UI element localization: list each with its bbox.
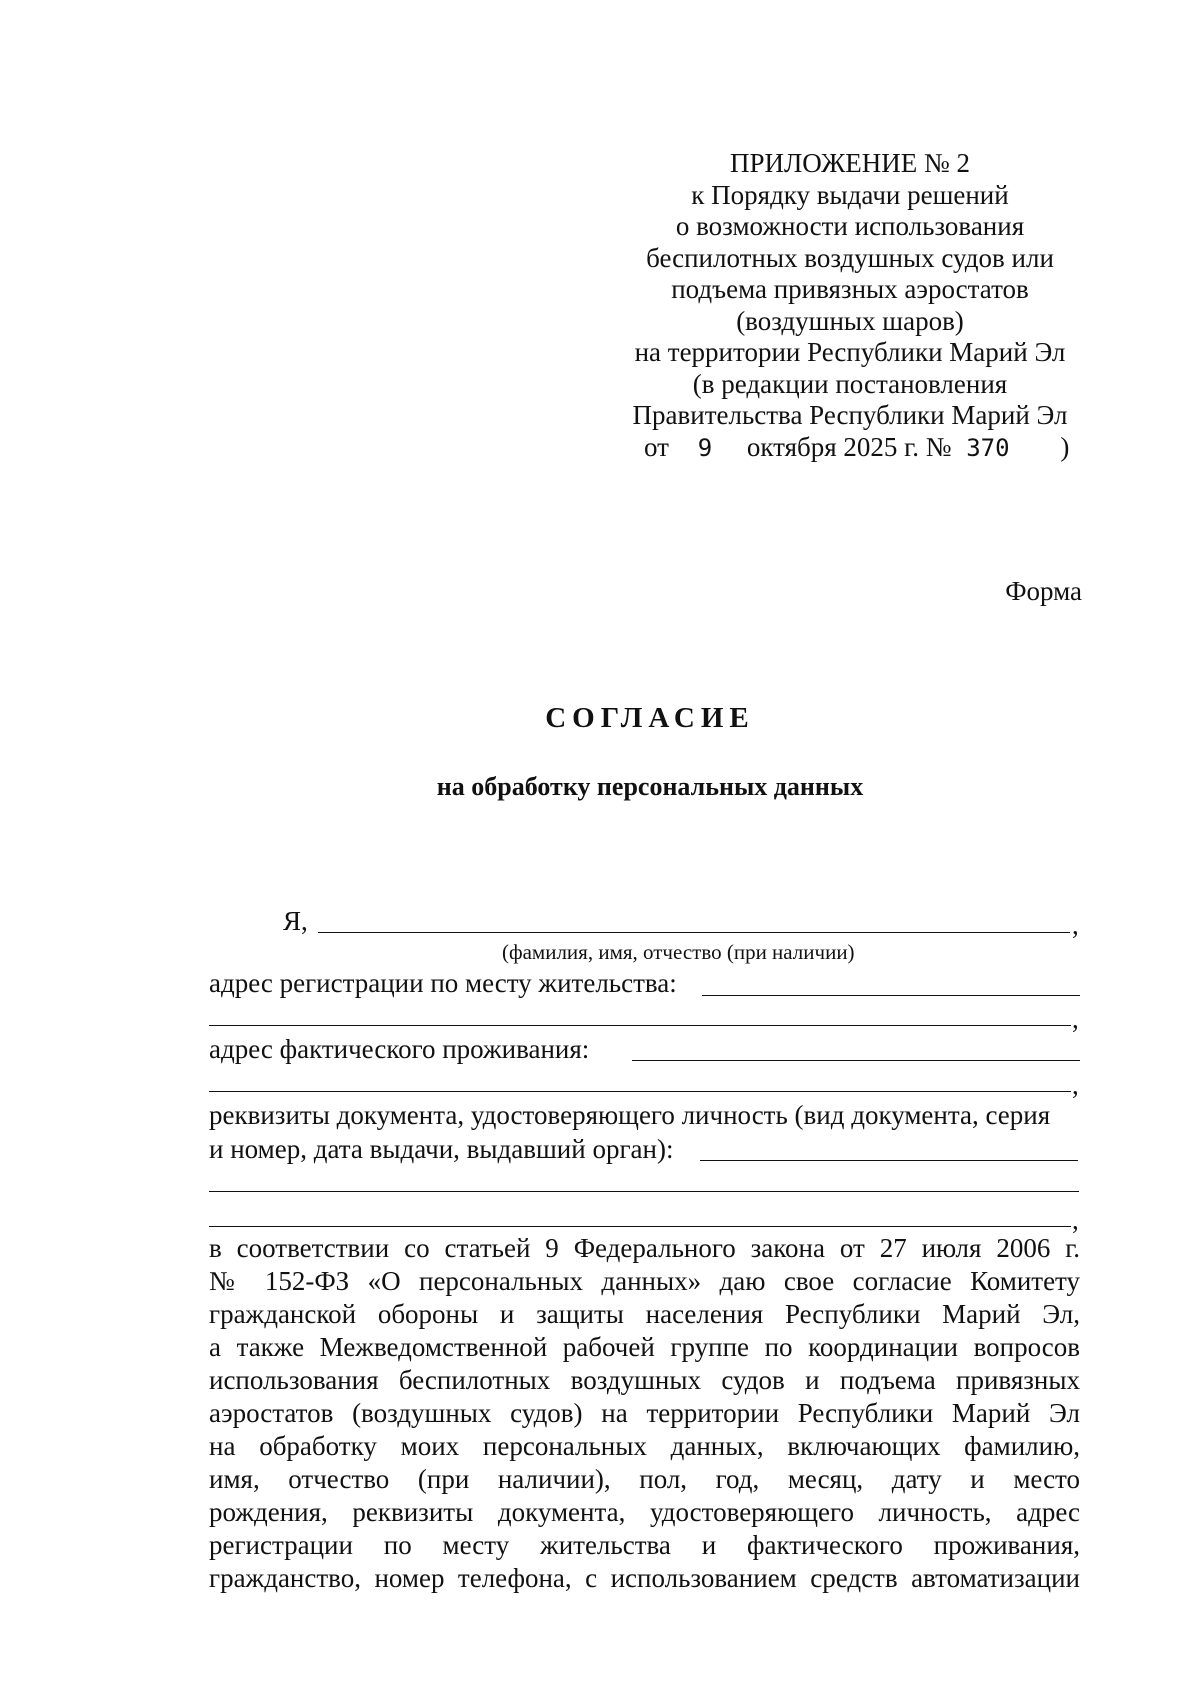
name-input-line[interactable]	[318, 932, 1070, 933]
body-line: гражданской обороны и защиты населения Республики Марий Эл,	[209, 1299, 1080, 1329]
appendix-line: (воздушных шаров)	[736, 305, 964, 336]
reg-address-label: адрес регистрации по месту жительства:	[209, 968, 677, 998]
body-line: регистрации по месту жительства и фактического проживания,	[209, 1530, 1080, 1560]
form-label: Форма	[1005, 576, 1082, 606]
date-prefix: от	[644, 431, 669, 462]
body-line: рождения, реквизиты документа, удостоверяющего личность, адрес	[209, 1497, 1080, 1527]
body-line: имя, отчество (при наличии), пол, год, месяц, дату и место	[209, 1464, 1080, 1494]
i-prefix: Я,	[283, 906, 308, 936]
appendix-line: (в редакции постановления	[692, 368, 1008, 399]
document-subtitle: на обработку персональных данных	[436, 772, 864, 801]
body-line: № 152-ФЗ «О персональных данных» даю свое согласие Комитету	[209, 1266, 1080, 1296]
reg-address-input-line-2[interactable]	[209, 1025, 1071, 1026]
consent-body	[209, 1232, 1080, 1595]
document-title: СОГЛАСИЕ	[545, 702, 755, 734]
date-close-paren: )	[1060, 431, 1070, 462]
actual-address-input-line[interactable]	[632, 1060, 1080, 1061]
appendix-header	[620, 148, 1080, 464]
body-line: аэростатов (воздушных судов) на территории Республики Марий Эл	[209, 1398, 1080, 1428]
comma: ,	[1072, 910, 1079, 940]
actual-address-label: адрес фактического проживания:	[209, 1034, 590, 1064]
id-doc-input-line-3[interactable]	[209, 1226, 1071, 1227]
id-doc-label-line2: и номер, дата выдачи, выдавший орган):	[209, 1134, 674, 1164]
appendix-line: Правительства Республики Марий Эл	[632, 400, 1068, 430]
comma: ,	[1072, 1004, 1079, 1034]
reg-address-input-line[interactable]	[702, 995, 1080, 996]
body-line: использования беспилотных воздушных судов и подъема привязных	[209, 1365, 1080, 1395]
body-line: гражданство, номер телефона, с использованием средств автоматизации	[209, 1563, 1080, 1593]
appendix-line: о возможности использования	[675, 211, 1025, 241]
body-line: в соответствии со статьей 9 Федерального закона от 27 июля 2006 г.	[209, 1233, 1080, 1263]
appendix-line: ПРИЛОЖЕНИЕ № 2	[729, 148, 971, 178]
document-number: 370	[966, 433, 1010, 462]
appendix-line: подъема привязных аэростатов	[671, 274, 1029, 304]
comma: ,	[1072, 1205, 1079, 1235]
date-month-year: октября 2025 г. №	[746, 431, 952, 462]
appendix-line: к Порядку выдачи решений	[691, 179, 1009, 210]
appendix-line: на территории Республики Марий Эл	[634, 337, 1066, 367]
name-caption: (фамилия, имя, отчество (при наличии)	[502, 940, 855, 964]
comma: ,	[1072, 1070, 1079, 1100]
id-doc-input-line-2[interactable]	[209, 1191, 1079, 1192]
actual-address-input-line-2[interactable]	[209, 1091, 1071, 1092]
date-day: 9	[697, 433, 713, 462]
id-doc-input-line[interactable]	[700, 1160, 1078, 1161]
body-line: а также Межведомственной рабочей группе по координации вопросов	[209, 1332, 1080, 1362]
id-doc-label-line1: реквизиты документа, удостоверяющего личность (вид документа, серия	[209, 1100, 1051, 1130]
body-line: на обработку моих персональных данных, включающих фамилию,	[209, 1431, 1080, 1461]
appendix-line: беспилотных воздушных судов или	[646, 242, 1054, 273]
amendment-date-line	[620, 432, 1080, 465]
